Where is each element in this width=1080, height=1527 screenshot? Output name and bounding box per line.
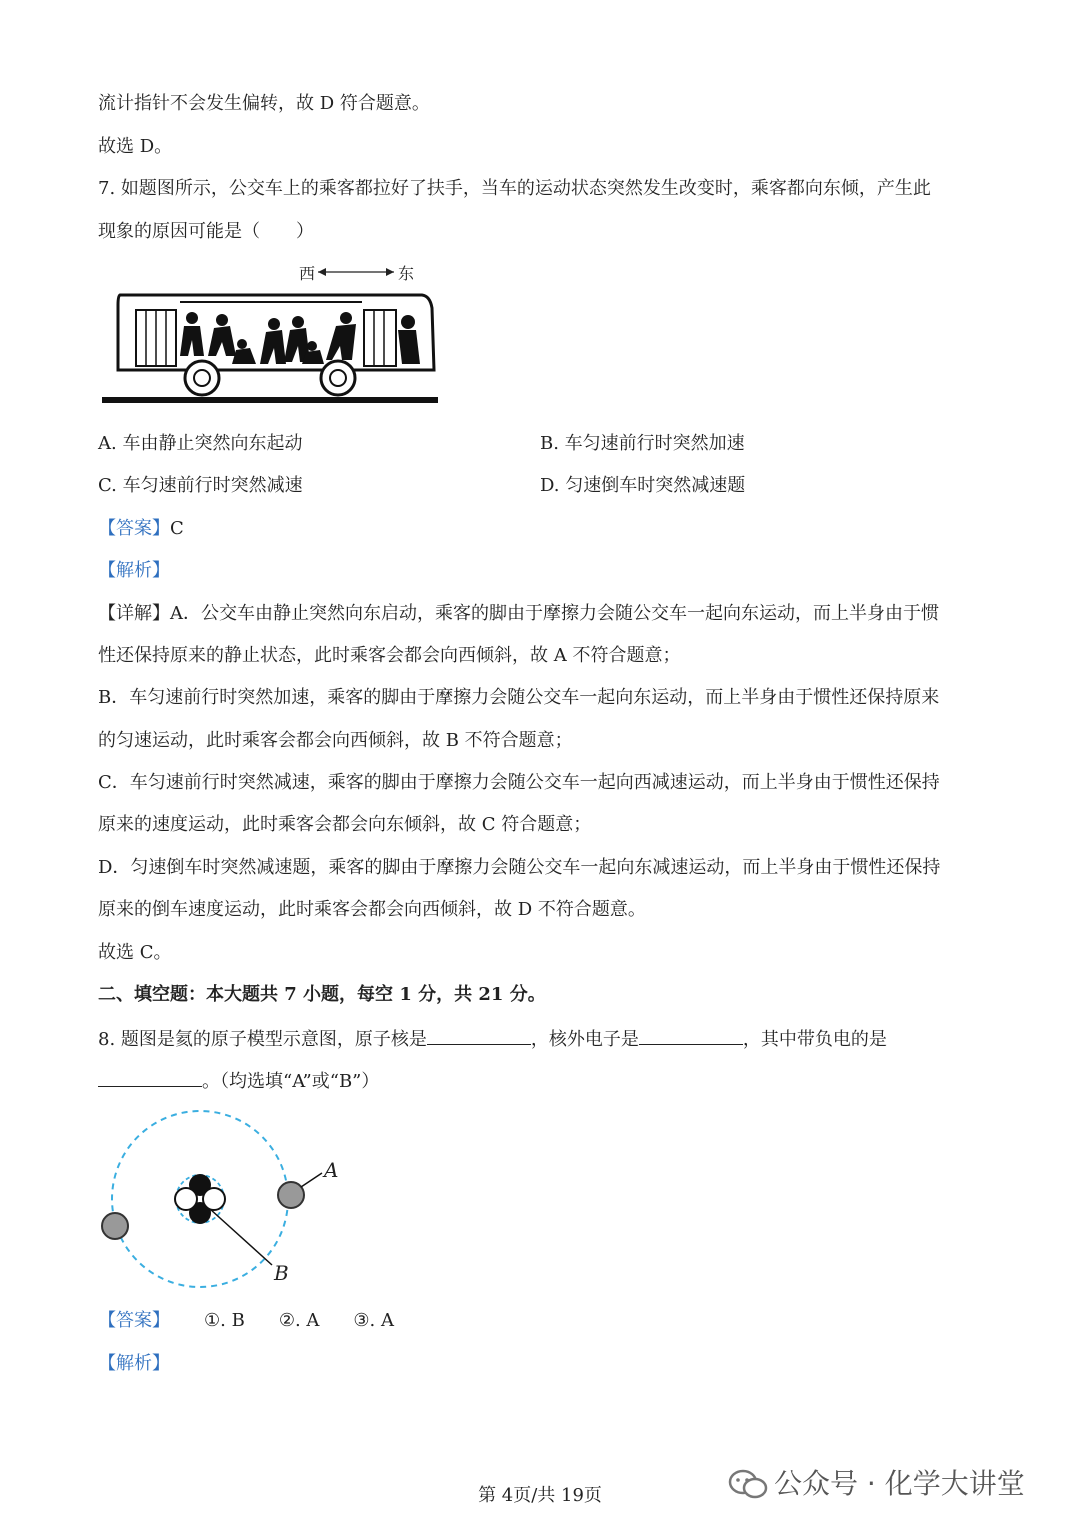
- wechat-icon: [728, 1469, 768, 1501]
- detail-line: C．车匀速前行时突然减速，乘客的脚由于摩擦力会随公交车一起向西减速运动，而上半身由于惯性还保持: [98, 772, 940, 793]
- answer-item: ①. B: [204, 1310, 245, 1331]
- pointer-b: [210, 1209, 272, 1265]
- direction-arrow-icon: [318, 268, 394, 276]
- option-c: C. 车匀速前行时突然减速: [98, 475, 303, 496]
- question-8-text: [98, 1026, 887, 1052]
- question-7-text: 7. 如题图所示，公交车上的乘客都拉好了扶手，当车的运动状态突然发生改变时，乘客都向东倾，产生此: [98, 178, 931, 199]
- answer-7: [98, 517, 184, 541]
- bus-figure: [100, 260, 440, 410]
- blank: [639, 1026, 743, 1045]
- answer-item: ②. A: [278, 1310, 320, 1331]
- detail-line: 原来的速度运动，此时乘客会都会向东倾斜，故 C 符合题意；: [98, 814, 592, 835]
- answer-value: C: [170, 518, 184, 539]
- option-a: A. 车由静止突然向东起动: [98, 433, 303, 454]
- q8-part: 。（均选填“A”或“B”）: [202, 1071, 380, 1092]
- blank: [427, 1026, 531, 1045]
- answer-tag: 【答案】: [98, 518, 170, 539]
- option-b: B. 车匀速前行时突然加速: [540, 433, 745, 454]
- question-7-text: 现象的原因可能是（ ）: [98, 221, 314, 242]
- analysis-7-tag: 【解析】: [98, 560, 170, 581]
- direction-east-label: 东: [398, 264, 415, 283]
- detail-end: 故选 C。: [98, 942, 172, 963]
- watermark: [728, 1462, 1025, 1502]
- pointer-a: [301, 1173, 322, 1187]
- question-8-text: [98, 1068, 379, 1094]
- bus-icon: [102, 295, 438, 400]
- q8-part: ，核外电子是: [530, 1029, 639, 1050]
- option-d: D. 匀速倒车时突然减速题: [540, 475, 746, 496]
- detail-line: 性还保持原来的静止状态，此时乘客会都会向西倾斜，故 A 不符合题意；: [98, 645, 681, 666]
- detail-line: B．车匀速前行时突然加速，乘客的脚由于摩擦力会随公交车一起向东运动，而上半身由于惯性还保持原来: [98, 687, 940, 708]
- text-line: 故选 D。: [98, 136, 173, 157]
- detail-line: D．匀速倒车时突然减速题，乘客的脚由于摩擦力会随公交车一起向东减速运动，而上半身由于惯性还保持: [98, 857, 941, 878]
- detail-text: A．公交车由静止突然向东启动，乘客的脚由于摩擦力会随公交车一起向东运动，而上半身由于惯: [170, 603, 939, 624]
- electron-icon: [278, 1182, 304, 1208]
- atom-diagram: [96, 1105, 356, 1290]
- section-heading: 二、填空题：本大题共 7 小题，每空 1 分，共 21 分。: [98, 984, 546, 1005]
- electron-orbit: [112, 1111, 288, 1287]
- blank: [98, 1068, 202, 1087]
- detail-7: [98, 602, 939, 626]
- analysis-8-tag: 【解析】: [98, 1353, 170, 1374]
- page-footer: 第 4页/共 19页: [478, 1485, 602, 1506]
- detail-line: 原来的倒车速度运动，此时乘客会都会向西倾斜，故 D 不符合题意。: [98, 899, 646, 920]
- answer-item: ③. A: [353, 1310, 394, 1331]
- q8-part: ，其中带负电的是: [742, 1029, 887, 1050]
- electron-icon: [102, 1213, 128, 1239]
- answer-tag: 【答案】: [98, 1310, 170, 1331]
- label-a: A: [324, 1158, 339, 1182]
- q8-part: 8. 题图是氦的原子模型示意图，原子核是: [98, 1029, 427, 1050]
- watermark-text: 公众号 · 化学大讲堂: [774, 1467, 1025, 1500]
- detail-tag: 【详解】: [98, 603, 170, 624]
- label-b: B: [274, 1261, 289, 1285]
- text-line: 流计指针不会发生偏转，故 D 符合题意。: [98, 93, 430, 114]
- detail-line: 的匀速运动，此时乘客会都会向西倾斜，故 B 不符合题意；: [98, 730, 573, 751]
- answer-8: [98, 1309, 394, 1333]
- direction-west-label: 西: [299, 264, 316, 283]
